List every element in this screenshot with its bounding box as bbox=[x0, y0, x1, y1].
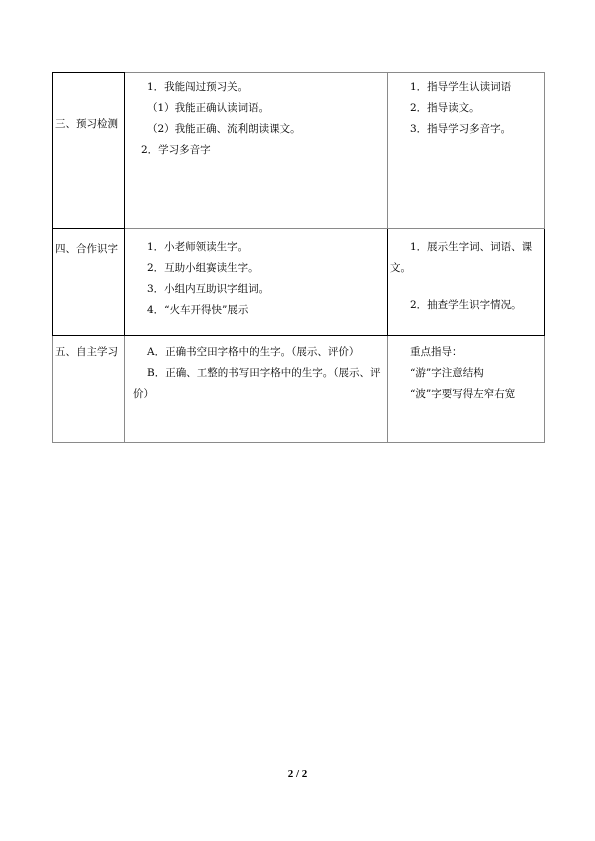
guide-cell bbox=[388, 73, 545, 229]
stage-label: 四、合作识字 bbox=[55, 243, 118, 255]
content-line: 1．我能闯过预习关。 bbox=[147, 81, 249, 93]
guide-line: 2．指导读文。 bbox=[410, 102, 480, 114]
content-cell bbox=[125, 73, 388, 229]
page-number: 2 / 2 bbox=[287, 768, 308, 780]
content-line: 1．小老师领读生字。 bbox=[147, 241, 249, 253]
guide-line: 3．指导学习多音字。 bbox=[410, 123, 512, 135]
content-line: 2．学习多音字 bbox=[141, 144, 211, 156]
content-line: （1）我能正确认读词语。 bbox=[147, 102, 270, 114]
content-line: 4．“火车开得快”展示 bbox=[147, 304, 249, 316]
stage-cell bbox=[53, 73, 125, 229]
guide-cell bbox=[388, 336, 545, 443]
guide-line: 1．指导学生认读词语 bbox=[410, 81, 512, 93]
table-row bbox=[53, 73, 545, 229]
content-line: （2）我能正确、流利朗读课文。 bbox=[147, 123, 301, 135]
stage-label: 五、自主学习 bbox=[55, 346, 118, 358]
content-line: 3．小组内互助识字组词。 bbox=[147, 283, 270, 295]
table-row bbox=[53, 336, 545, 443]
table-row bbox=[53, 229, 545, 336]
guide-line: 重点指导： bbox=[410, 346, 463, 358]
guide-cell bbox=[388, 229, 545, 336]
content-cell bbox=[125, 229, 388, 336]
guide-line: “波”字要写得左窄右宽 bbox=[410, 388, 516, 400]
guide-line: 1．展示生字词、词语、课文。 bbox=[390, 241, 533, 274]
content-cell bbox=[125, 336, 388, 443]
content-line: A．正确书空田字格中的生字。（展示、评价） bbox=[147, 346, 360, 358]
guide-line: “游”字注意结构 bbox=[410, 367, 484, 379]
content-line: B．正确、工整的书写田字格中的生字。（展示、评价） bbox=[133, 367, 381, 400]
guide-line: 2．抽查学生识字情况。 bbox=[410, 299, 522, 311]
lesson-plan-table bbox=[52, 72, 545, 443]
content-line: 2．互助小组赛读生字。 bbox=[147, 262, 259, 274]
stage-cell bbox=[53, 229, 125, 336]
stage-cell bbox=[53, 336, 125, 443]
stage-label: 三、预习检测 bbox=[55, 118, 118, 130]
